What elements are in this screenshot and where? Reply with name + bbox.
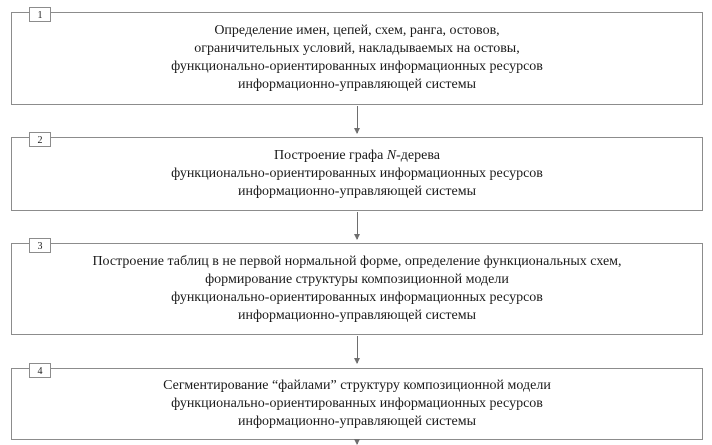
arrow-1-to-2 [357,106,358,133]
step-3-line-3: функционально-ориентированных информационных ресурсов [171,290,543,305]
step-4-line-2: функционально-ориентированных информационных ресурсов [171,396,543,411]
step-3-line-1: Построение таблиц в не первой нормальной форме, определение функциональных схем, [92,254,622,269]
step-text-3 [12,253,702,325]
step-number-3: 3 [29,238,51,253]
step-box-2 [11,137,703,211]
step-4-line-1: Сегментирование “файлами” структуру композиционной модели [163,378,551,393]
arrow-4-continuation [357,440,358,444]
step-number-1: 1 [29,7,51,22]
step-text-4 [12,377,702,431]
step-box-3 [11,243,703,335]
step-3-line-4: информационно-управляющей системы [238,308,476,323]
step-2-line-2: функционально-ориентированных информационных ресурсов [171,166,543,181]
step-number-2: 2 [29,132,51,147]
step-box-4 [11,368,703,440]
step-2-line-3: информационно-управляющей системы [238,184,476,199]
step-1-line-1: Определение имен, цепей, схем, ранга, остовов, [214,23,500,38]
step-text-2 [12,147,702,201]
step-2-line-1: Построение графа N-дерева [274,148,440,163]
step-box-1 [11,12,703,105]
arrow-2-to-3 [357,212,358,239]
step-1-line-3: функционально-ориентированных информационных ресурсов [171,59,543,74]
step-1-line-2: ограничительных условий, накладываемых на остовы, [194,41,520,56]
step-3-line-2: формирование структуры композиционной модели [205,272,509,287]
step-text-1 [12,22,702,94]
step-number-4: 4 [29,363,51,378]
step-4-line-3: информационно-управляющей системы [238,414,476,429]
arrow-3-to-4 [357,336,358,363]
step-1-line-4: информационно-управляющей системы [238,77,476,92]
